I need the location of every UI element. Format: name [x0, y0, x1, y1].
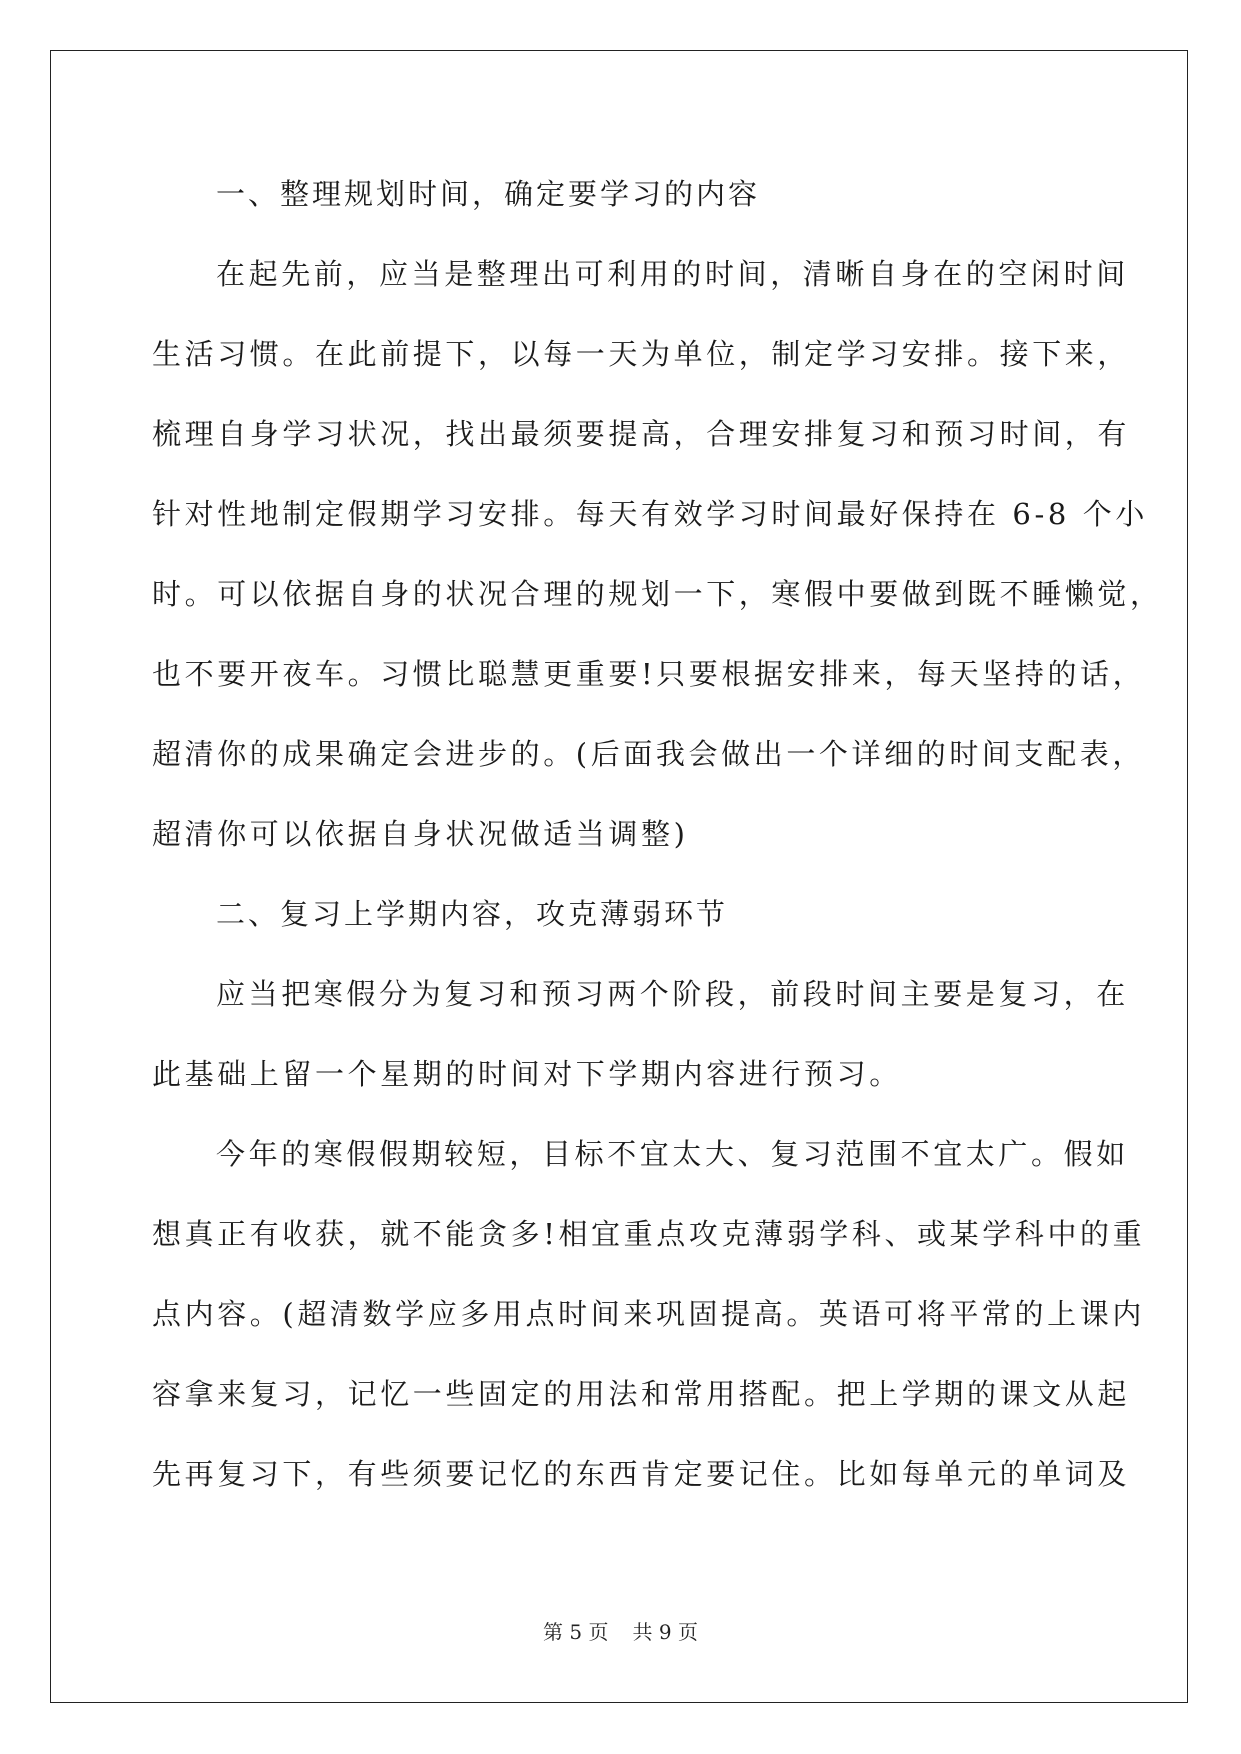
section-heading-2: 二、复习上学期内容，攻克薄弱环节 — [216, 897, 729, 931]
paragraph-line: 时。可以依据自身的状况合理的规划一下，寒假中要做到既不睡懒觉， — [152, 577, 1163, 611]
paragraph-line: 生活习惯。在此前提下，以每一天为单位，制定学习安排。接下来， — [152, 337, 1131, 371]
page-number: 第 5 页 — [543, 1620, 609, 1644]
paragraph-line: 先再复习下，有些须要记忆的东西肯定要记住。比如每单元的单词及 — [152, 1457, 1131, 1491]
paragraph-line: 也不要开夜车。习惯比聪慧更重要!只要根据安排来，每天坚持的话， — [152, 657, 1146, 691]
paragraph-line: 针对性地制定假期学习安排。每天有效学习时间最好保持在 6-8 个小 — [152, 497, 1148, 531]
paragraph-line: 在起先前，应当是整理出可利用的时间，清晰自身在的空闲时间 — [216, 257, 1129, 291]
paragraph-line: 想真正有收获，就不能贪多!相宜重点攻克薄弱学科、或某学科中的重 — [152, 1217, 1146, 1251]
paragraph-line: 超清你的成果确定会进步的。(后面我会做出一个详细的时间支配表， — [152, 737, 1145, 771]
page-total: 共 9 页 — [632, 1620, 698, 1644]
paragraph-line: 此基础上留一个星期的时间对下学期内容进行预习。 — [152, 1057, 902, 1091]
paragraph-line: 超清你可以依据自身状况做适当调整) — [152, 817, 689, 851]
paragraph-line: 梳理自身学习状况，找出最须要提高，合理安排复习和预习时间，有 — [152, 417, 1131, 451]
paragraph-line: 今年的寒假假期较短，目标不宜太大、复习范围不宜太广。假如 — [216, 1137, 1129, 1171]
section-heading-1: 一、整理规划时间，确定要学习的内容 — [216, 177, 761, 211]
paragraph-line: 点内容。(超清数学应多用点时间来巩固提高。英语可将平常的上课内 — [152, 1297, 1145, 1331]
paragraph-line: 应当把寒假分为复习和预习两个阶段，前段时间主要是复习，在 — [216, 977, 1129, 1011]
page-footer — [0, 1620, 1241, 1644]
paragraph-line: 容拿来复习，记忆一些固定的用法和常用搭配。把上学期的课文从起 — [152, 1377, 1131, 1411]
